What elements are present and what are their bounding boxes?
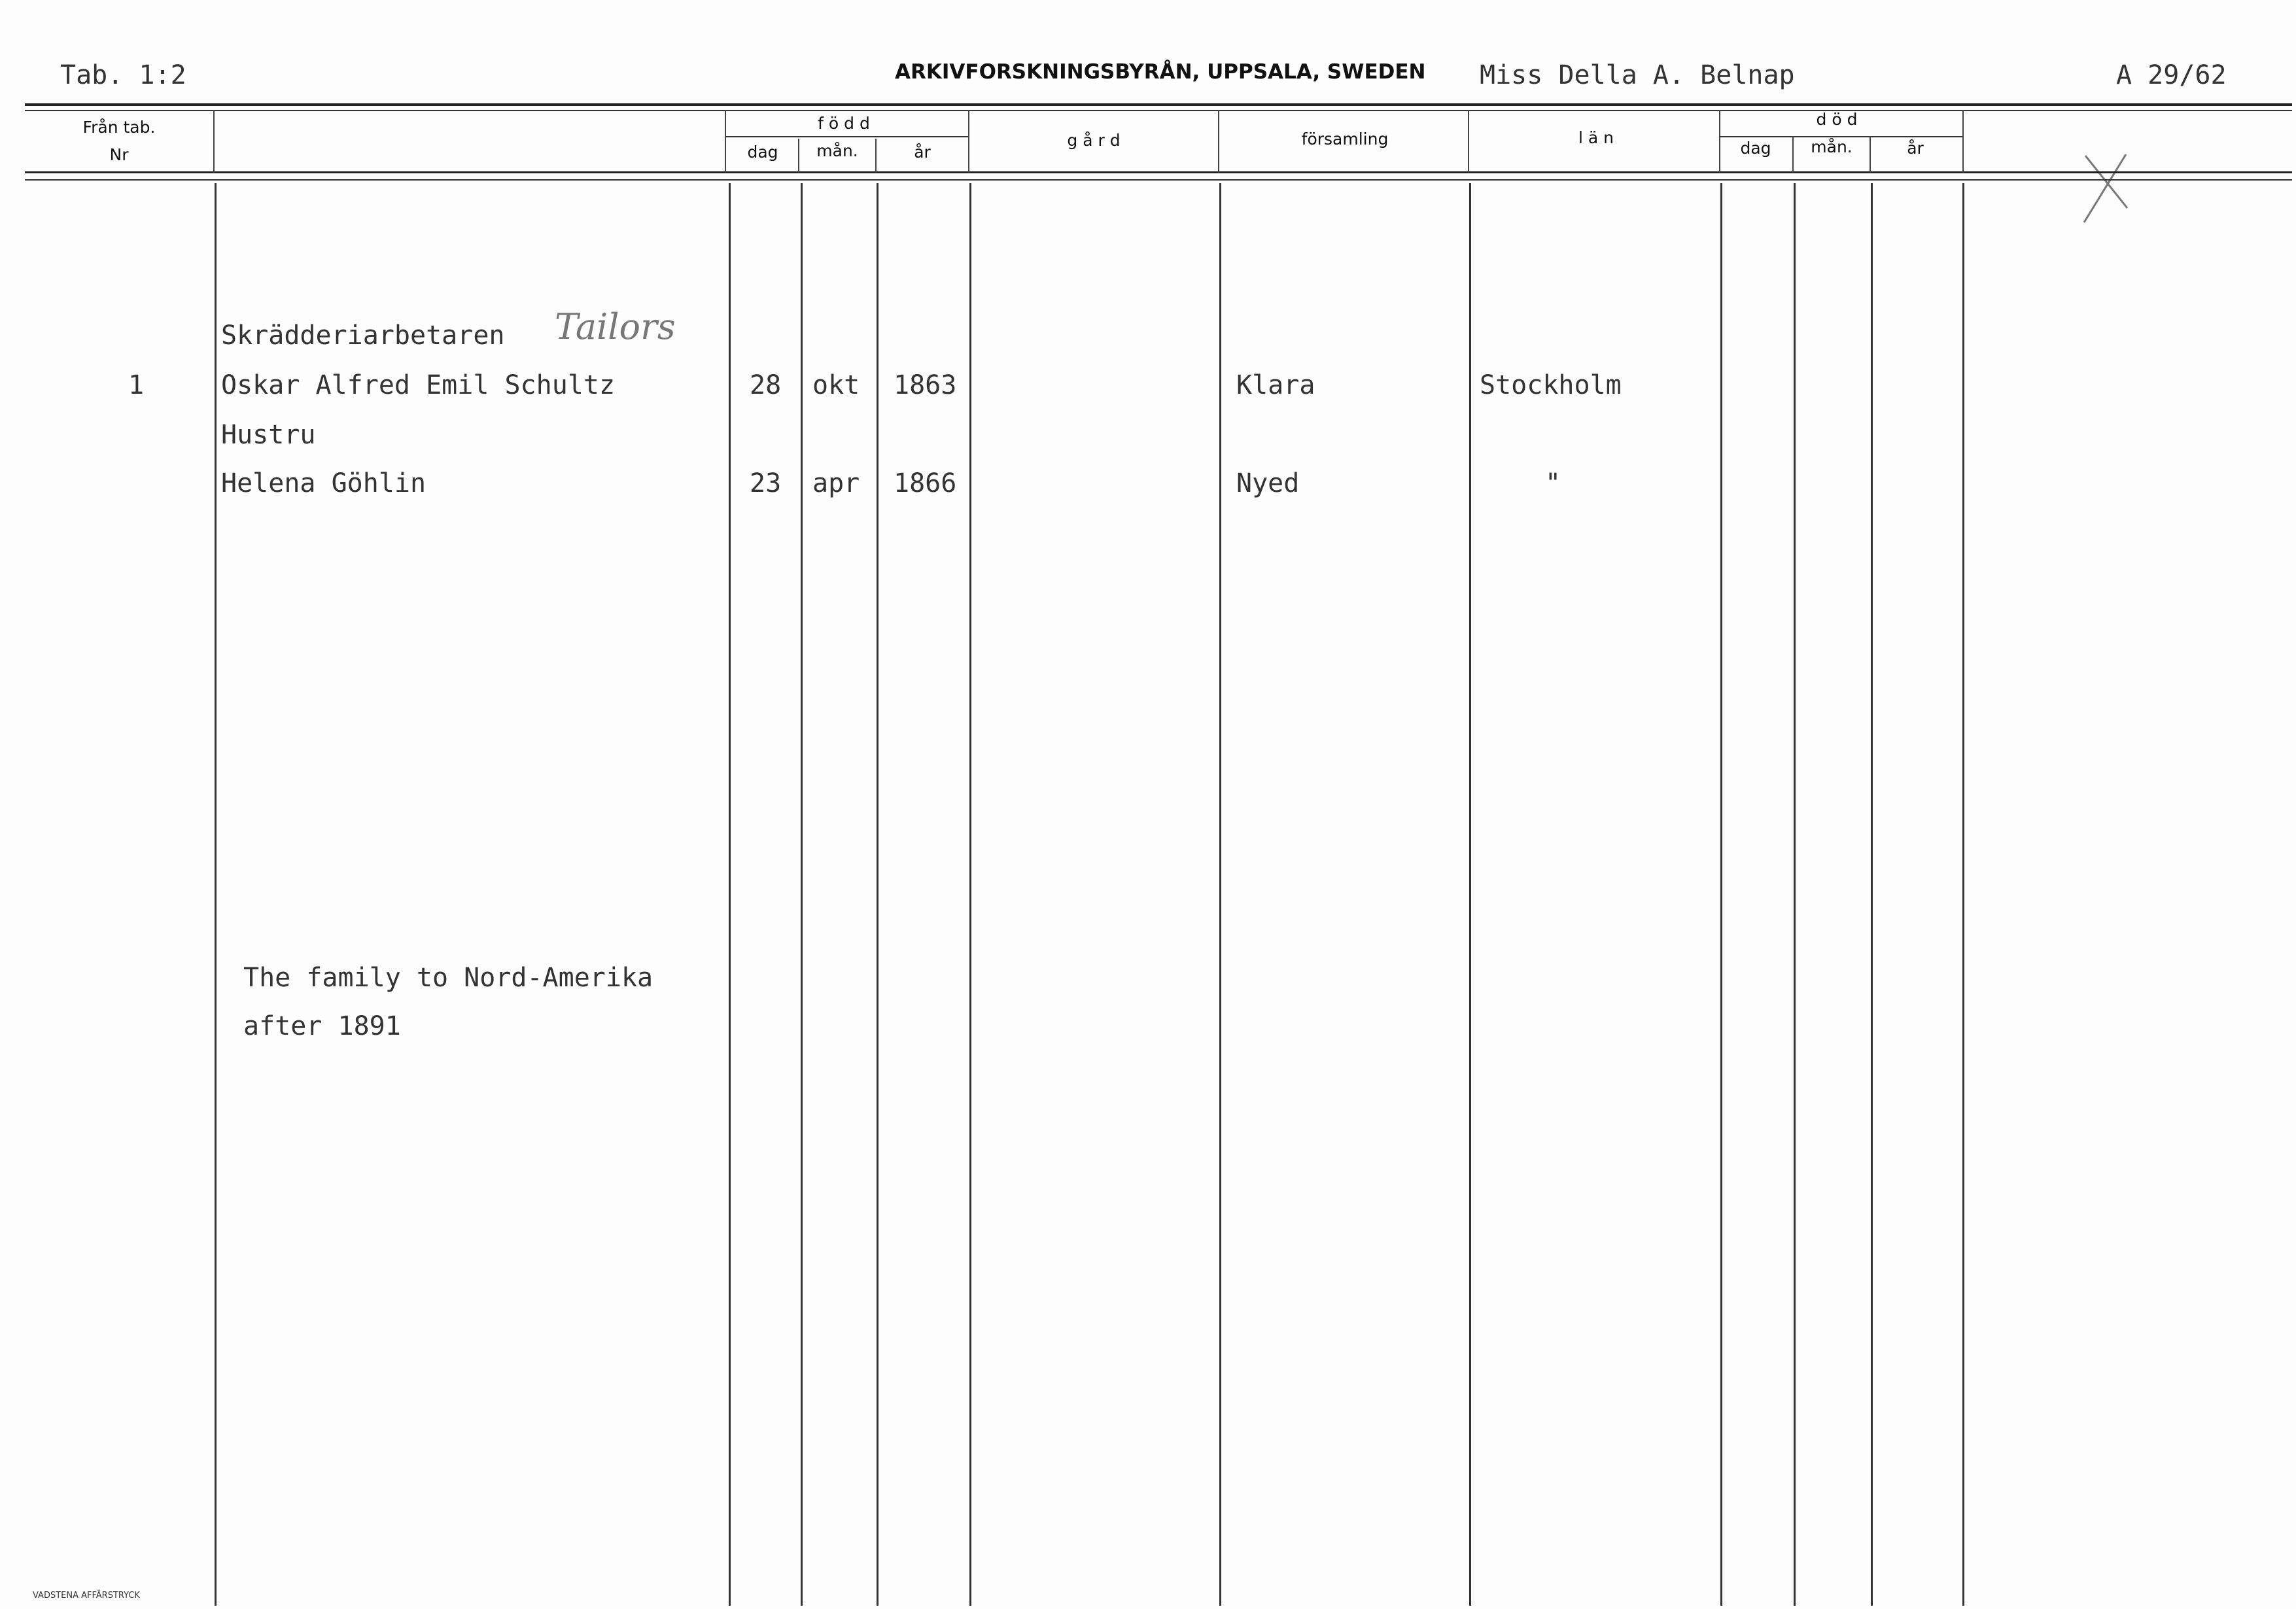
tab-reference: Tab. 1:2 <box>60 60 186 90</box>
client-name: Miss Della A. Belnap <box>1480 60 1795 90</box>
col-fodd-dag: dag <box>747 143 778 162</box>
hdr-divider <box>1468 110 1469 173</box>
col-fodd-ar: år <box>914 143 931 162</box>
birth-day: 23 <box>750 468 782 498</box>
body-col-line <box>1720 183 1722 1606</box>
birth-month: okt <box>812 370 860 400</box>
body-col-line <box>877 183 878 1606</box>
hdr-divider <box>1962 110 1964 173</box>
birth-month: apr <box>812 468 860 498</box>
body-col-line <box>1871 183 1873 1606</box>
col-dod-ar: år <box>1907 139 1924 158</box>
archive-reference: A 29/62 <box>2116 60 2227 90</box>
col-lan: l ä n <box>1578 128 1614 147</box>
body-col-line <box>729 183 731 1606</box>
hdr-divider <box>968 110 969 173</box>
body-col-line <box>1794 183 1796 1606</box>
hdr-divider <box>213 110 215 173</box>
fodd-subheader-rule <box>725 136 968 137</box>
emigration-note-line1: The family to Nord-Amerika <box>243 963 653 993</box>
entry-nr: 1 <box>128 370 145 400</box>
col-gard: g å r d <box>1067 131 1121 150</box>
col-nr: Nr <box>109 145 129 164</box>
person-name: Oskar Alfred Emil Schultz <box>221 370 616 400</box>
col-forsamling: församling <box>1301 130 1389 148</box>
col-fodd-man: mån. <box>816 141 858 160</box>
birth-year: 1863 <box>894 370 957 400</box>
header-bottom-rule-2 <box>25 179 2292 181</box>
hdr-divider <box>798 139 799 173</box>
header-bottom-rule <box>25 171 2292 173</box>
header-top-rule <box>25 103 2292 106</box>
hdr-divider <box>1719 110 1720 173</box>
person-name: Helena Göhlin <box>221 468 426 498</box>
birth-day: 28 <box>750 370 782 400</box>
body-col-line <box>1962 183 1964 1606</box>
county-ditto-mark: " <box>1545 468 1561 498</box>
header-top-rule-2 <box>25 110 2292 111</box>
occupation-title: Skrädderiarbetaren <box>221 320 505 351</box>
body-col-line <box>969 183 971 1606</box>
emigration-note-line2: after 1891 <box>243 1011 401 1041</box>
hdr-divider <box>1870 136 1871 173</box>
hdr-divider <box>1218 110 1219 173</box>
body-col-line <box>215 183 217 1606</box>
handwritten-annotation: Tailors <box>555 306 676 347</box>
parish: Nyed <box>1236 468 1300 498</box>
body-col-line <box>1219 183 1221 1606</box>
col-dod-dag: dag <box>1740 139 1771 158</box>
hdr-divider <box>725 110 726 173</box>
printer-mark: VADSTENA AFFÄRSTRYCK <box>33 1591 140 1600</box>
county: Stockholm <box>1480 370 1622 400</box>
hdr-divider <box>1792 136 1794 173</box>
parish: Klara <box>1236 370 1315 400</box>
col-dod-man: mån. <box>1811 137 1852 156</box>
col-fodd: f ö d d <box>818 114 870 133</box>
col-fran-tab: Från tab. <box>82 118 156 137</box>
hdr-divider <box>875 139 877 173</box>
col-dod: d ö d <box>1816 110 1858 129</box>
birth-year: 1866 <box>894 468 957 498</box>
institution-name: ARKIVFORSKNINGSBYRÅN, UPPSALA, SWEDEN <box>895 60 1426 84</box>
handwritten-x-mark <box>2080 149 2132 228</box>
body-col-line <box>1469 183 1471 1606</box>
body-col-line <box>801 183 803 1606</box>
spouse-label: Hustru <box>221 420 316 450</box>
